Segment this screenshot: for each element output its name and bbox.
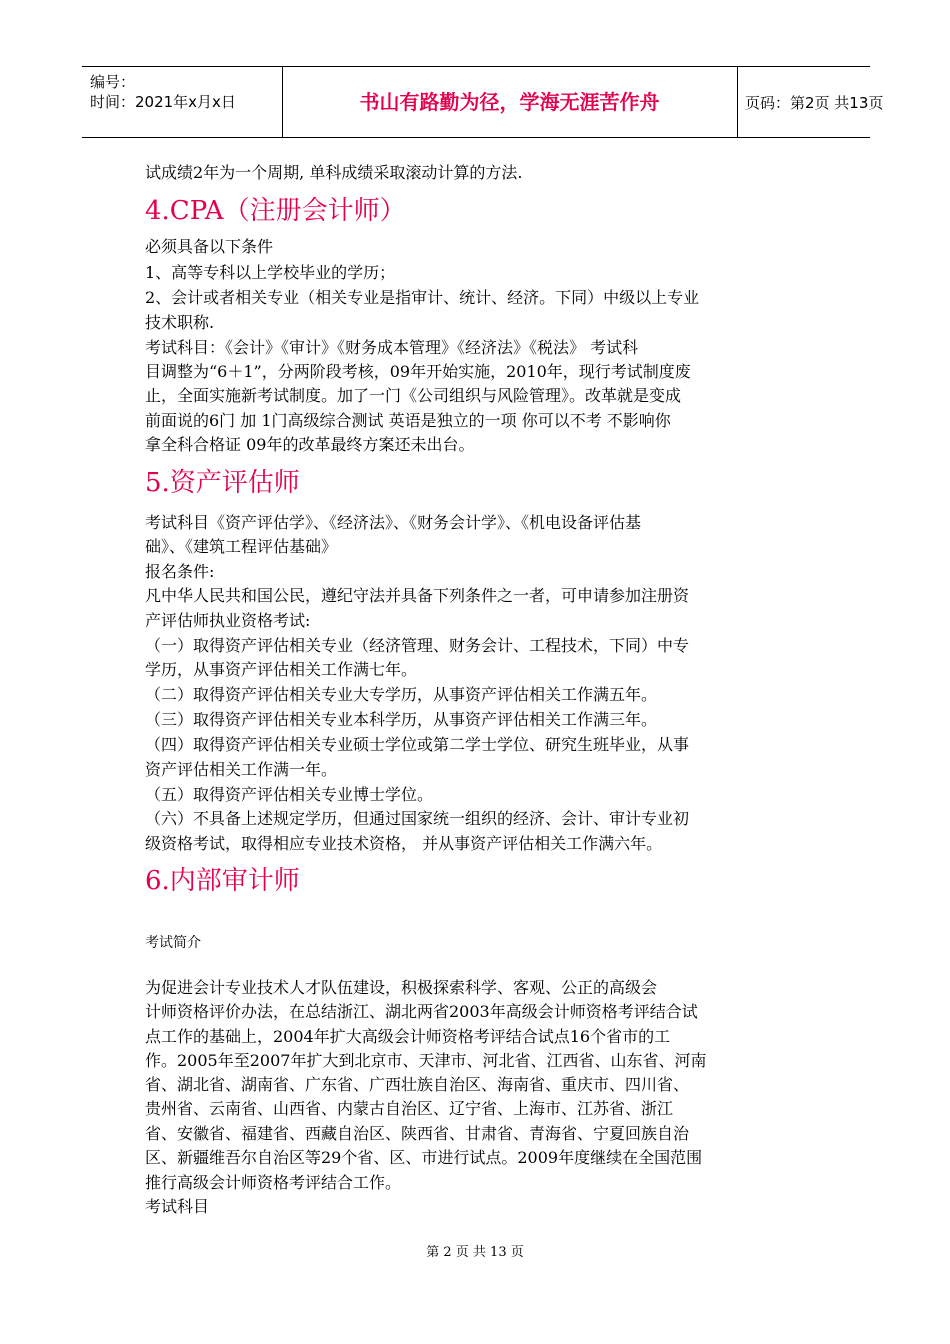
- body-line: 止，全面实施新考试制度。加了一门《公司组织与风险管理》。改革就是变成: [145, 386, 682, 405]
- body-line: 考试科目《资产评估学》、《经济法》、《财务会计学》、《机电设备评估基: [145, 513, 642, 532]
- body-line: 作。2005年至2007年扩大到北京市、天津市、河北省、江西省、山东省、河南: [145, 1051, 707, 1070]
- body-line: 试成绩2年为一个周期, 单科成绩采取滚动计算的方法.: [145, 163, 523, 182]
- body-line: （六）不具备上述规定学历，但通过国家统一组织的经济、会计、审计专业初: [145, 809, 690, 828]
- body-line: （二）取得资产评估相关专业大专学历，从事资产评估相关工作满五年。: [145, 685, 658, 704]
- body-line: 考试科目：《会计》《审计》《财务成本管理》《经济法》《税法》 考试科: [145, 338, 639, 357]
- header-motto-cell: [282, 67, 738, 137]
- body-line: 区、新疆维吾尔自治区等29个省、区、市进行试点。2009年度继续在全国范围: [145, 1148, 703, 1167]
- header-page-label: 页码：第2页 共13页: [745, 94, 884, 112]
- document-date-label: 时间：2021年x月x日: [90, 93, 236, 111]
- body-line: 为促进会计专业技术人才队伍建设，积极探索科学、客观、公正的高级会: [145, 978, 658, 997]
- body-line: 础》、《建筑工程评估基础》: [145, 537, 338, 556]
- body-line: 技术职称.: [145, 313, 215, 332]
- page-footer: 第 2 页 共 13 页: [426, 1245, 524, 1260]
- document-number-label: 编号：: [90, 73, 136, 91]
- body-line: 计师资格评价办法，在总结浙江、湖北两省2003年高级会计师资格考评结合试: [145, 1002, 698, 1021]
- body-line: （一）取得资产评估相关专业（经济管理、财务会计、工程技术，下同）中专: [145, 636, 690, 655]
- body-line: 省、湖北省、湖南省、广东省、广西壮族自治区、海南省、重庆市、四川省、: [145, 1075, 690, 1094]
- body-line: 级资格考试，取得相应专业技术资格， 并从事资产评估相关工作满六年。: [145, 834, 663, 853]
- body-line: 资产评估相关工作满一年。: [145, 760, 338, 779]
- body-line: 报名条件:: [145, 562, 215, 581]
- body-line: 学历，从事资产评估相关工作满七年。: [145, 660, 418, 679]
- body-line: 点工作的基础上，2004年扩大高级会计师资格考评结合试点16个省市的工: [145, 1027, 671, 1046]
- header-motto: 书山有路勤为径，学海无涯苦作舟: [359, 90, 660, 114]
- body-line: 必须具备以下条件: [145, 237, 274, 256]
- body-line: 产评估师执业资格考试:: [145, 611, 311, 630]
- body-line: 拿全科合格证 09年的改革最终方案还未出台。: [145, 435, 475, 454]
- page-header: [82, 66, 884, 138]
- body-line: 省、安徽省、福建省、西藏自治区、陕西省、甘肃省、青海省、宁夏回族自治: [145, 1124, 690, 1143]
- section-heading-asset-appraiser: 5.资产评估师: [145, 468, 300, 498]
- body-line: （四）取得资产评估相关专业硕士学位或第二学士学位、研究生班毕业，从事: [145, 735, 690, 754]
- body-line: 贵州省、云南省、山西省、内蒙古自治区、辽宁省、上海市、江苏省、浙江: [145, 1099, 674, 1118]
- body-line: （三）取得资产评估相关专业本科学历，从事资产评估相关工作满三年。: [145, 710, 658, 729]
- body-line: （五）取得资产评估相关专业博士学位。: [145, 785, 434, 804]
- body-line: 1、高等专科以上学校毕业的学历；: [145, 263, 396, 282]
- subheading-exam-intro: 考试简介: [145, 935, 201, 951]
- body-line: 目调整为“6＋1”，分两阶段考核，09年开始实施，2010年，现行考试制度废: [145, 362, 691, 381]
- body-line: 推行高级会计师资格考评结合工作。: [145, 1173, 402, 1192]
- section-heading-internal-auditor: 6.内部审计师: [145, 866, 300, 896]
- body-line: 前面说的6门 加 1门高级综合测试 英语是独立的一项 你可以不考 不影响你: [145, 411, 671, 430]
- body-line: 考试科目: [145, 1197, 210, 1216]
- header-info-cell: [82, 67, 283, 137]
- body-line: 2、会计或者相关专业（相关专业是指审计、统计、经济。下同）中级以上专业: [145, 288, 700, 307]
- header-page-cell: [737, 67, 884, 137]
- section-heading-cpa: 4.CPA（注册会计师）: [145, 196, 406, 226]
- body-line: 凡中华人民共和国公民，遵纪守法并具备下列条件之一者，可申请参加注册资: [145, 586, 690, 605]
